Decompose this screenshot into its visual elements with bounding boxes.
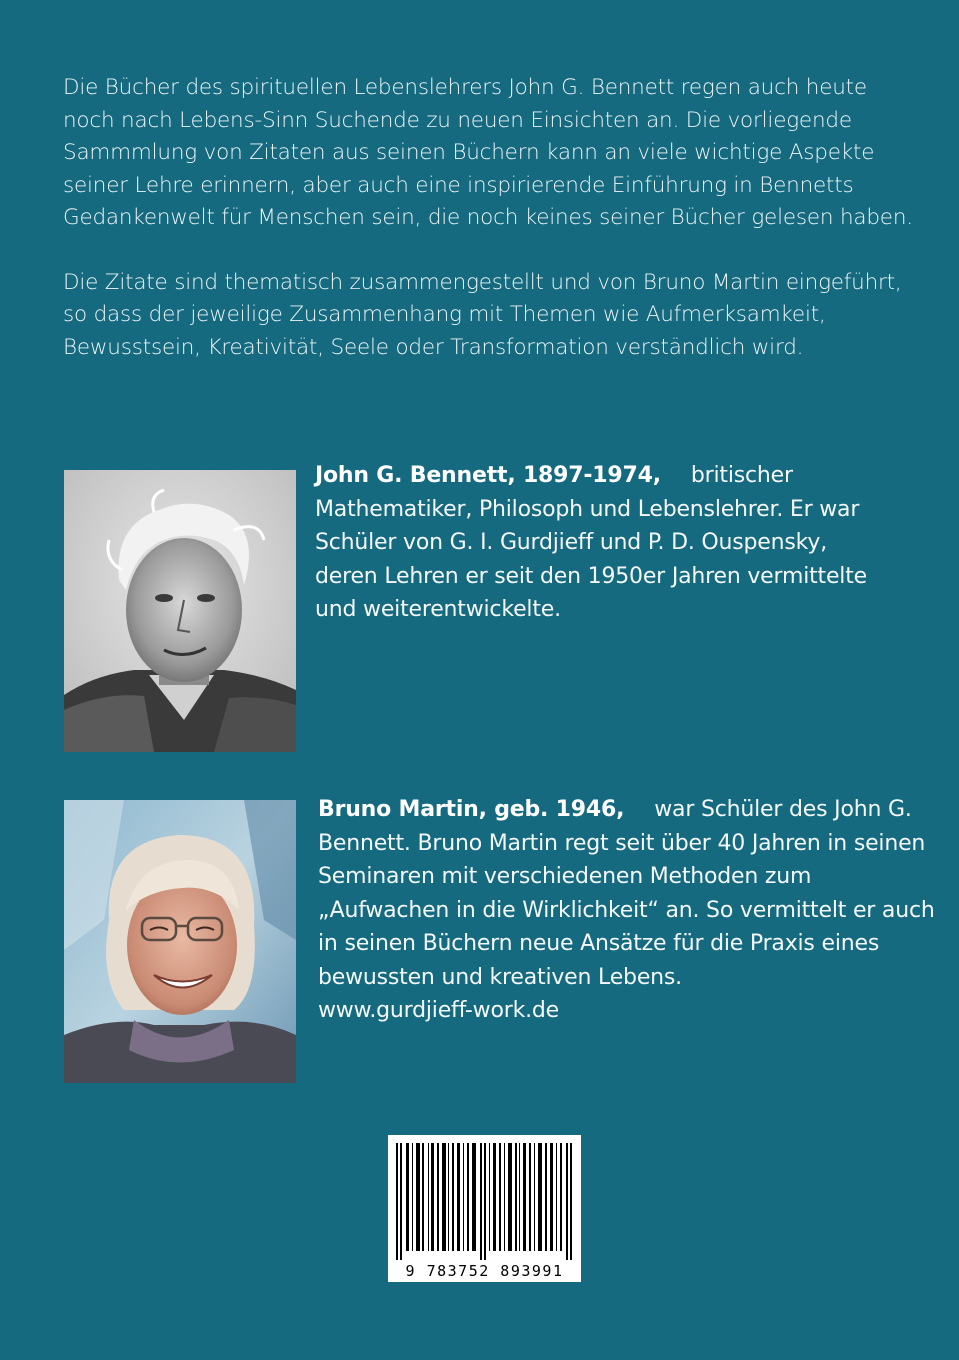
martin-website[interactable]: www.gurdjieff-work.de xyxy=(318,998,560,1023)
isbn-barcode xyxy=(388,1135,581,1282)
martin-description: war Schüler des John G. Bennett. Bruno Martin regt seit über 40 Jahren in seinen Seminaren mit verschiedenen Methoden zum „Aufwachen in die Wirklichkeit“ an. So vermittelt er auch in seinen Büchern neue Ansätze für die Praxis eines bewussten und kreativen Lebens. xyxy=(318,797,935,990)
martin-name: Bruno Martin, geb. 1946, xyxy=(318,797,625,822)
martin-bio xyxy=(318,793,938,1028)
bennett-photo xyxy=(64,470,296,752)
intro-text xyxy=(63,72,923,396)
intro-paragraph-1: Die Bücher des spirituellen Lebenslehrers John G. Bennett regen auch heute noch nach Lebens-Sinn Suchende zu neuen Einsichten an. Die vorliegende Sammmlung von Zitaten aus seinen Büchern kann an viele wichtige Aspekte seiner Lehre erinnern, aber auch eine inspirierende Einführung in Bennetts Gedankenwelt für Menschen sein, die noch keines seiner Bücher gelesen haben. xyxy=(63,75,913,230)
isbn-number: 9 783752 893991 xyxy=(405,1262,564,1280)
intro-paragraph-2: Die Zitate sind thematisch zusammengestellt und von Bruno Martin eingeführt, so dass der jeweilige Zusammenhang mit Themen wie Aufmerksamkeit, Bewusstsein, Kreativität, Seele oder Transformation verständlich wird. xyxy=(63,269,902,360)
bennett-bio xyxy=(315,459,875,627)
bennett-name: John G. Bennett, 1897-1974, xyxy=(315,463,661,488)
bennett-description: britischer Mathematiker, Philosoph und Lebenslehrer. Er war Schüler von G. I. Gurdjieff und P. D. Ouspensky, deren Lehren er seit den 1950er Jahren vermittelte und weiterentwickelte. xyxy=(315,463,867,622)
barcode-bars xyxy=(388,1135,581,1260)
martin-photo xyxy=(64,800,296,1083)
